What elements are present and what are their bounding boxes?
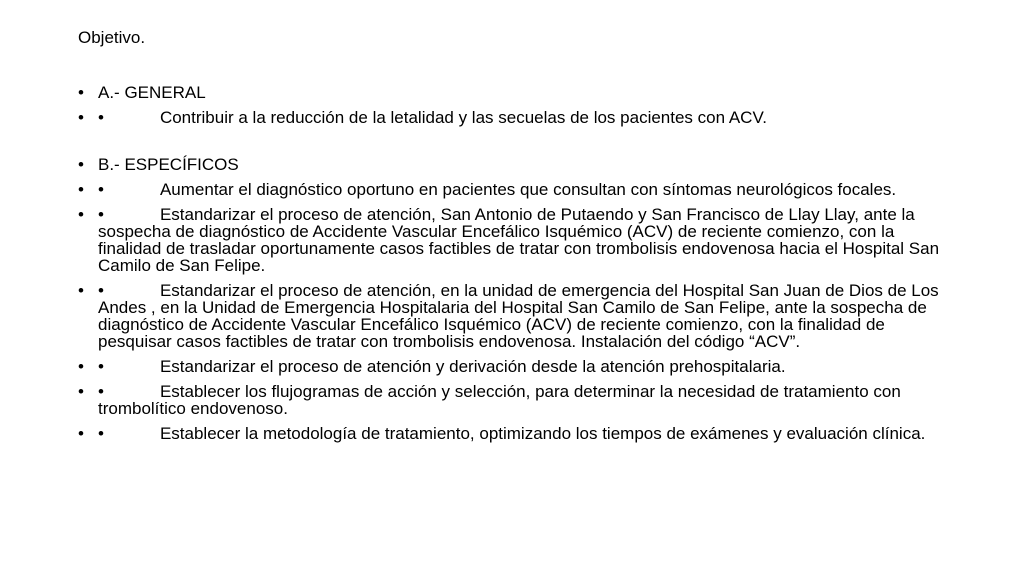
bullet-icon: • (78, 357, 84, 376)
inner-bullet: • (98, 180, 104, 199)
item-text: Aumentar el diagnóstico oportuno en pacientes que consultan con síntomas neurológicos focales. (159, 180, 897, 199)
list-item (78, 181, 958, 198)
bullet-icon: • (78, 108, 84, 127)
bullet-icon: • (78, 424, 84, 443)
list-item-especificos-heading (78, 156, 958, 173)
item-text: Estandarizar el proceso de atención y derivación desde la atención prehospitalaria. (159, 357, 786, 376)
spacer (78, 134, 958, 156)
inner-bullet: • (98, 281, 104, 300)
inner-bullet: • (98, 205, 104, 224)
bullet-icon: • (78, 180, 84, 199)
inner-bullet: • (98, 424, 104, 443)
list-item-general-heading (78, 84, 958, 101)
bullet-icon: • (78, 382, 84, 401)
list-item (78, 383, 958, 417)
item-text: Estandarizar el proceso de atención, San Antonio de Putaendo y San Francisco de Llay Llay, ante la sospecha de diagnóstico de Accidente Vascular Encefálico Isquémico (ACV) de reciente comienzo, con la finalidad de trasladar oportunamente casos factibles de tratar con trombolisis endovenosa hacia el Hospital San Camilo de San Felipe. (98, 205, 940, 275)
bullet-icon: • (78, 155, 84, 174)
item-text: Establecer la metodología de tratamiento, optimizando los tiempos de exámenes y evaluación clínica. (159, 424, 926, 443)
item-text: Contribuir a la reducción de la letalidad y las secuelas de los pacientes con ACV. (159, 108, 767, 127)
list-item (78, 282, 958, 350)
inner-bullet: • (98, 382, 104, 401)
inner-bullet: • (98, 357, 104, 376)
item-text: Estandarizar el proceso de atención, en la unidad de emergencia del Hospital San Juan de Dios de Los Andes , en la Unidad de Emergencia Hospitalaria del Hospital San Camilo de San Felipe, ante la sospecha de diagnóstico de Accidente Vascular Encefálico Isquémico (ACV) de reciente comienzo, con la finalidad de pesquisar casos factibles de tratar con trombolisis endovenosa. Instalación del código “ACV”. (98, 281, 939, 351)
slide-title: Objetivo. (78, 28, 146, 47)
general-heading: A.- GENERAL (98, 83, 206, 102)
list-item (78, 358, 958, 375)
list-item (78, 425, 958, 442)
item-text: Establecer los flujogramas de acción y selección, para determinar la necesidad de tratamiento con trombolítico endovenoso. (98, 382, 901, 418)
objectives-list (78, 84, 958, 450)
especificos-heading: B.- ESPECÍFICOS (98, 155, 239, 174)
list-item (78, 109, 958, 126)
list-item (78, 206, 958, 274)
inner-bullet: • (98, 108, 104, 127)
bullet-icon: • (78, 281, 84, 300)
bullet-icon: • (78, 83, 84, 102)
bullet-icon: • (78, 205, 84, 224)
